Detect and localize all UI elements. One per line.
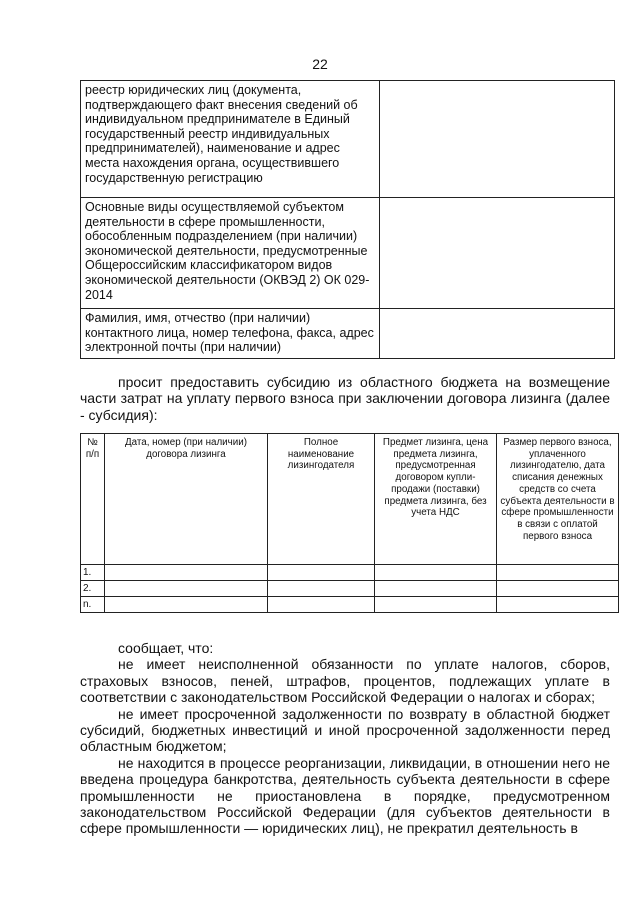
activity-types-value-cell: [380, 198, 615, 309]
table-cell: [268, 597, 375, 613]
header-first-payment: Размер первого взноса, уплаченного лизингодателю, дата списания денежных средств со счета субъекта деятельности в сфере промышленности в связи с оплатой первого взноса: [497, 434, 619, 565]
declaration-item: не имеет просроченной задолженности по возврату в областной бюджет субсидий, бюджетных инвестиций и иной просроченной задолженности перед областным бюджетом;: [80, 705, 610, 755]
contact-person-label: Фамилия, имя, отчество (при наличии) контактного лица, номер телефона, факса, адрес электронной почты (при наличии): [81, 309, 380, 359]
registry-value-cell: [380, 81, 615, 198]
table-cell: [268, 581, 375, 597]
table-row: [81, 81, 615, 198]
declaration-item: не находится в процессе реорганизации, ликвидации, в отношении него не введена процедура банкротства, деятельность субъекта деятельности в сфере промышленности не приостановлена в порядке, предусмотренном законодательством Российской Федерации (для субъектов деятельности в сфере промышленности — юридических лиц), не прекратил деятельность в: [80, 754, 610, 837]
header-leasing-subject: Предмет лизинга, цена предмета лизинга, предусмотренная договором купли-продажи (поставки) предмета лизинга, без учета НДС: [375, 434, 497, 565]
table-cell: [105, 581, 268, 597]
header-lessor-name: Полное наименование лизингодателя: [268, 434, 375, 565]
table-row: [81, 309, 615, 359]
table-row: [81, 565, 619, 581]
row-number: 1.: [81, 565, 105, 581]
header-number: № п/п: [81, 434, 105, 565]
table-cell: [497, 597, 619, 613]
applicant-info-table: [80, 80, 615, 359]
row-number: n.: [81, 597, 105, 613]
header-contract-date-number: Дата, номер (при наличии) договора лизинга: [105, 434, 268, 565]
table-header-row: [81, 434, 619, 565]
row-number: 2.: [81, 581, 105, 597]
table-cell: [375, 581, 497, 597]
table-cell: [497, 565, 619, 581]
table-row: [81, 581, 619, 597]
declaration-item: не имеет неисполненной обязанности по уплате налогов, сборов, страховых взносов, пеней, штрафов, процентов, подлежащих уплате в соответствии с законодательством Российской Федерации о налогах и сборах;: [80, 656, 610, 706]
contact-person-value-cell: [380, 309, 615, 359]
leasing-contracts-table: [80, 433, 619, 613]
table-cell: [105, 597, 268, 613]
table-cell: [268, 565, 375, 581]
activity-types-label: Основные виды осуществляемой субъектом деятельности в сфере промышленности, обособленным подразделением (при наличии) экономической деятельности, предусмотренные Общероссийским классификатором видов экономической деятельности (ОКВЭД 2) ОК 029-2014: [81, 198, 380, 309]
declarations-block: [80, 640, 610, 837]
table-row: [81, 597, 619, 613]
table-cell: [497, 581, 619, 597]
registry-label: реестр юридических лиц (документа, подтверждающего факт внесения сведений об индивидуальном предпринимателе в Единый государственный реестр индивидуальных предпринимателей), наименование и адрес места нахождения органа, осуществившего государственную регистрацию: [81, 81, 380, 198]
table-cell: [375, 565, 497, 581]
subsidy-request-text: просит предоставить субсидию из областного бюджета на возмещение части затрат на уплату первого взноса при заключении договора лизинга (далее - субсидия):: [80, 374, 610, 423]
table-cell: [105, 565, 268, 581]
declarations-intro: сообщает, что:: [118, 640, 214, 656]
table-cell: [375, 597, 497, 613]
table-row: [81, 198, 615, 309]
page-number: 22: [312, 56, 328, 72]
